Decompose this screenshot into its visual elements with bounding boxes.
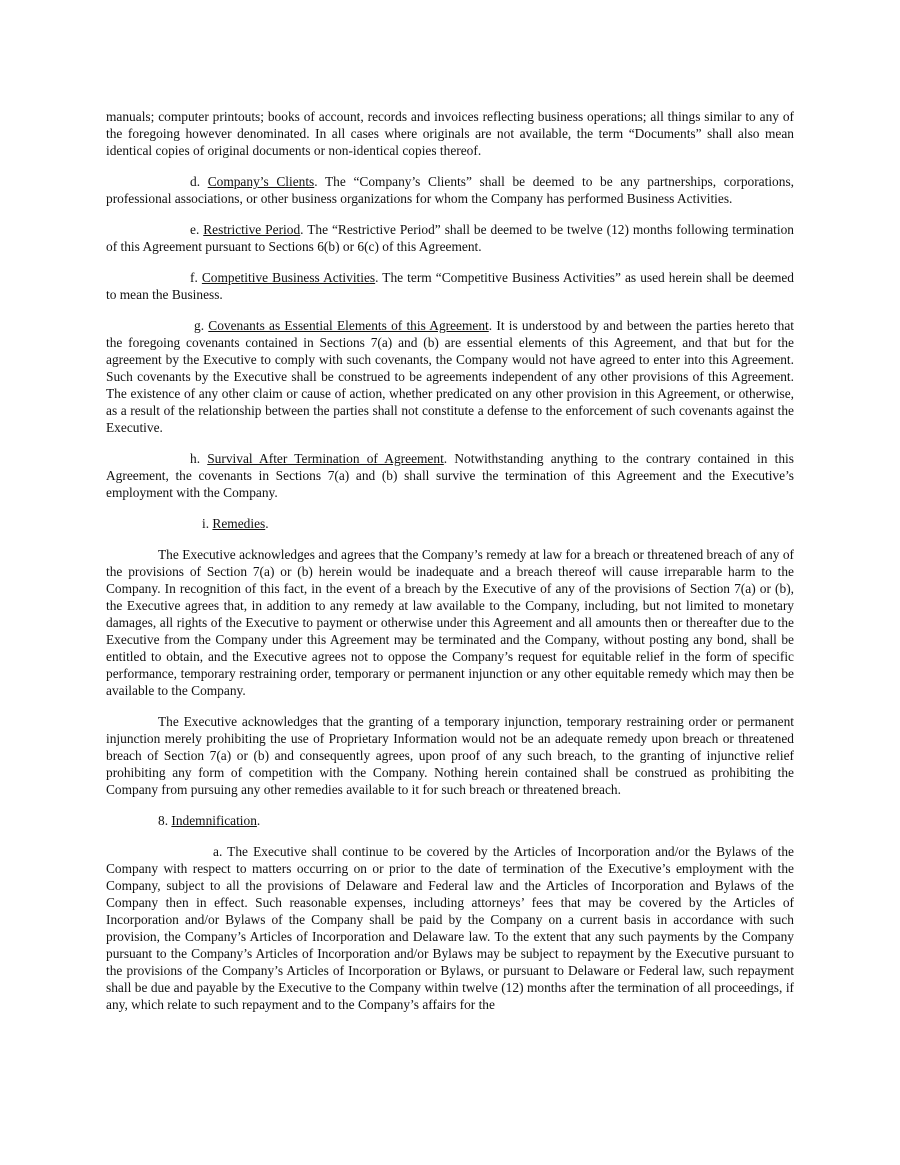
section-text: . It is understood by and between the parties hereto that the foregoing covenants contained in Sections 7(a) and (b) are essential elements of this Agreement, and that but for the agreement by the Executive to comply with such covenants, the Company would not have agreed to enter into this Agreement. Such covenants by the Executive shall be construed to be agreements independent of any other provisions of this Agreement. The existence of any other claim or cause of action, whether predicated on any other provision in this Agreement, or otherwise, as a result of the relationship between the parties shall not constitute a defense to the enforcement of such covenants against the Executive. <box>106 318 794 435</box>
section-text: . <box>265 516 269 531</box>
paragraph-text: The Executive acknowledges and agrees that the Company’s remedy at law for a breach or threatened breach of any of the provisions of Section 7(a) or (b) herein would be inadequate and a breach thereof will cause irreparable harm to the Company. In recognition of this fact, in the event of a breach by the Executive of any of the provisions of Section 7(a) or (b), the Executive agrees that, in addition to any remedy at law available to the Company, including, but not limited to monetary damages, all rights of the Executive to payment or otherwise under this Agreement and all amounts then or thereafter due to the Executive from the Company under this Agreement may be terminated and the Company, without posting any bond, shall be entitled to obtain, and the Executive agrees not to oppose the Company’s request for equitable relief in the form of specific performance, temporary restraining order, temporary or permanent injunction or any other equitable remedy which may then be available to the Company. <box>106 547 794 698</box>
section-i-remedies <box>106 515 794 532</box>
section-f-competitive-business-activities <box>106 269 794 303</box>
paragraph-documents-definition <box>106 108 794 159</box>
section-heading: Remedies <box>212 516 266 531</box>
paragraph-remedies-2 <box>106 713 794 798</box>
section-text: . Notwithstanding anything to the contrary contained in this Agreement, the covenants in Sections 7(a) and (b) shall survive the termination of this Agreement and the Executive’s employment with the Company. <box>106 451 794 500</box>
section-prefix: i. <box>202 516 213 531</box>
section-heading: Survival After Termination of Agreement <box>207 451 444 466</box>
section-d-companys-clients <box>106 173 794 207</box>
section-text: . <box>256 813 261 828</box>
section-g-covenants <box>106 317 794 436</box>
section-prefix: 8. <box>158 813 172 828</box>
section-h-survival <box>106 450 794 501</box>
section-e-restrictive-period <box>106 221 794 255</box>
section-prefix: f. <box>190 270 202 285</box>
document-body <box>106 108 794 1027</box>
section-prefix: d. <box>190 174 208 189</box>
section-heading: Restrictive Period <box>203 222 301 237</box>
section-heading: Indemnification <box>171 813 257 828</box>
section-heading: Covenants as Essential Elements of this Agreement <box>208 318 489 333</box>
section-text: . The “Restrictive Period” shall be deemed to be twelve (12) months following termination of this Agreement pursuant to Sections 6(b) or 6(c) of this Agreement. <box>106 222 795 254</box>
paragraph-text: manuals; computer printouts; books of account, records and invoices reflecting business operations; all things similar to any of the foregoing however denominated. In all cases where originals are not available, the term “Documents” shall also mean identical copies of original documents or non-identical copies thereof. <box>106 109 794 158</box>
paragraph-text: The Executive acknowledges that the granting of a temporary injunction, temporary restraining order or permanent injunction merely prohibiting the use of Proprietary Information would not be an adequate remedy upon breach or threatened breach of Section 7(a) or (b) and consequently agrees, upon proof of any such breach, to the granting of injunctive relief prohibiting any form of competition with the Company. Nothing herein contained shall be construed as prohibiting the Company from pursuing any other remedies available to it for such breach or threatened breach. <box>106 714 794 797</box>
section-prefix: g. <box>194 318 209 333</box>
section-heading: Competitive Business Activities <box>201 270 376 285</box>
paragraph-text: a. The Executive shall continue to be covered by the Articles of Incorporation and/or the Bylaws of the Company with respect to matters occurring on or prior to the date of termination of the Executive’s employment with the Company, subject to all the provisions of Delaware and Federal law and the Articles of Incorporation and Bylaws of the Company then in effect. Such reasonable expenses, including attorneys’ fees that may be covered by the Articles of Incorporation and/or Bylaws of the Company shall be paid by the Company on a current basis in accordance with such provision, the Company’s Articles of Incorporation and Delaware law. To the extent that any such payments by the Company pursuant to the Company’s Articles of Incorporation and/or Bylaws may be subject to repayment by the Executive pursuant to the provisions of the Company’s Articles of Incorporation or Bylaws, or pursuant to Delaware or Federal law, such repayment shall be due and payable by the Executive to the Company within twelve (12) months after the termination of all proceedings, if any, which relate to such repayment and to the Company’s affairs for the <box>106 844 794 1012</box>
paragraph-remedies-1 <box>106 546 794 699</box>
section-prefix: e. <box>190 222 204 237</box>
section-text: . The term “Competitive Business Activities” as used herein shall be deemed to mean the Business. <box>106 270 795 302</box>
section-prefix: h. <box>190 451 208 466</box>
section-8-indemnification <box>106 812 794 829</box>
section-8a-indemnification-coverage <box>106 843 794 1013</box>
section-text: . The “Company’s Clients” shall be deemed to be any partnerships, corporations, professional associations, or other business organizations for whom the Company has performed Business Activities. <box>106 174 794 206</box>
section-heading: Company’s Clients <box>207 174 315 189</box>
